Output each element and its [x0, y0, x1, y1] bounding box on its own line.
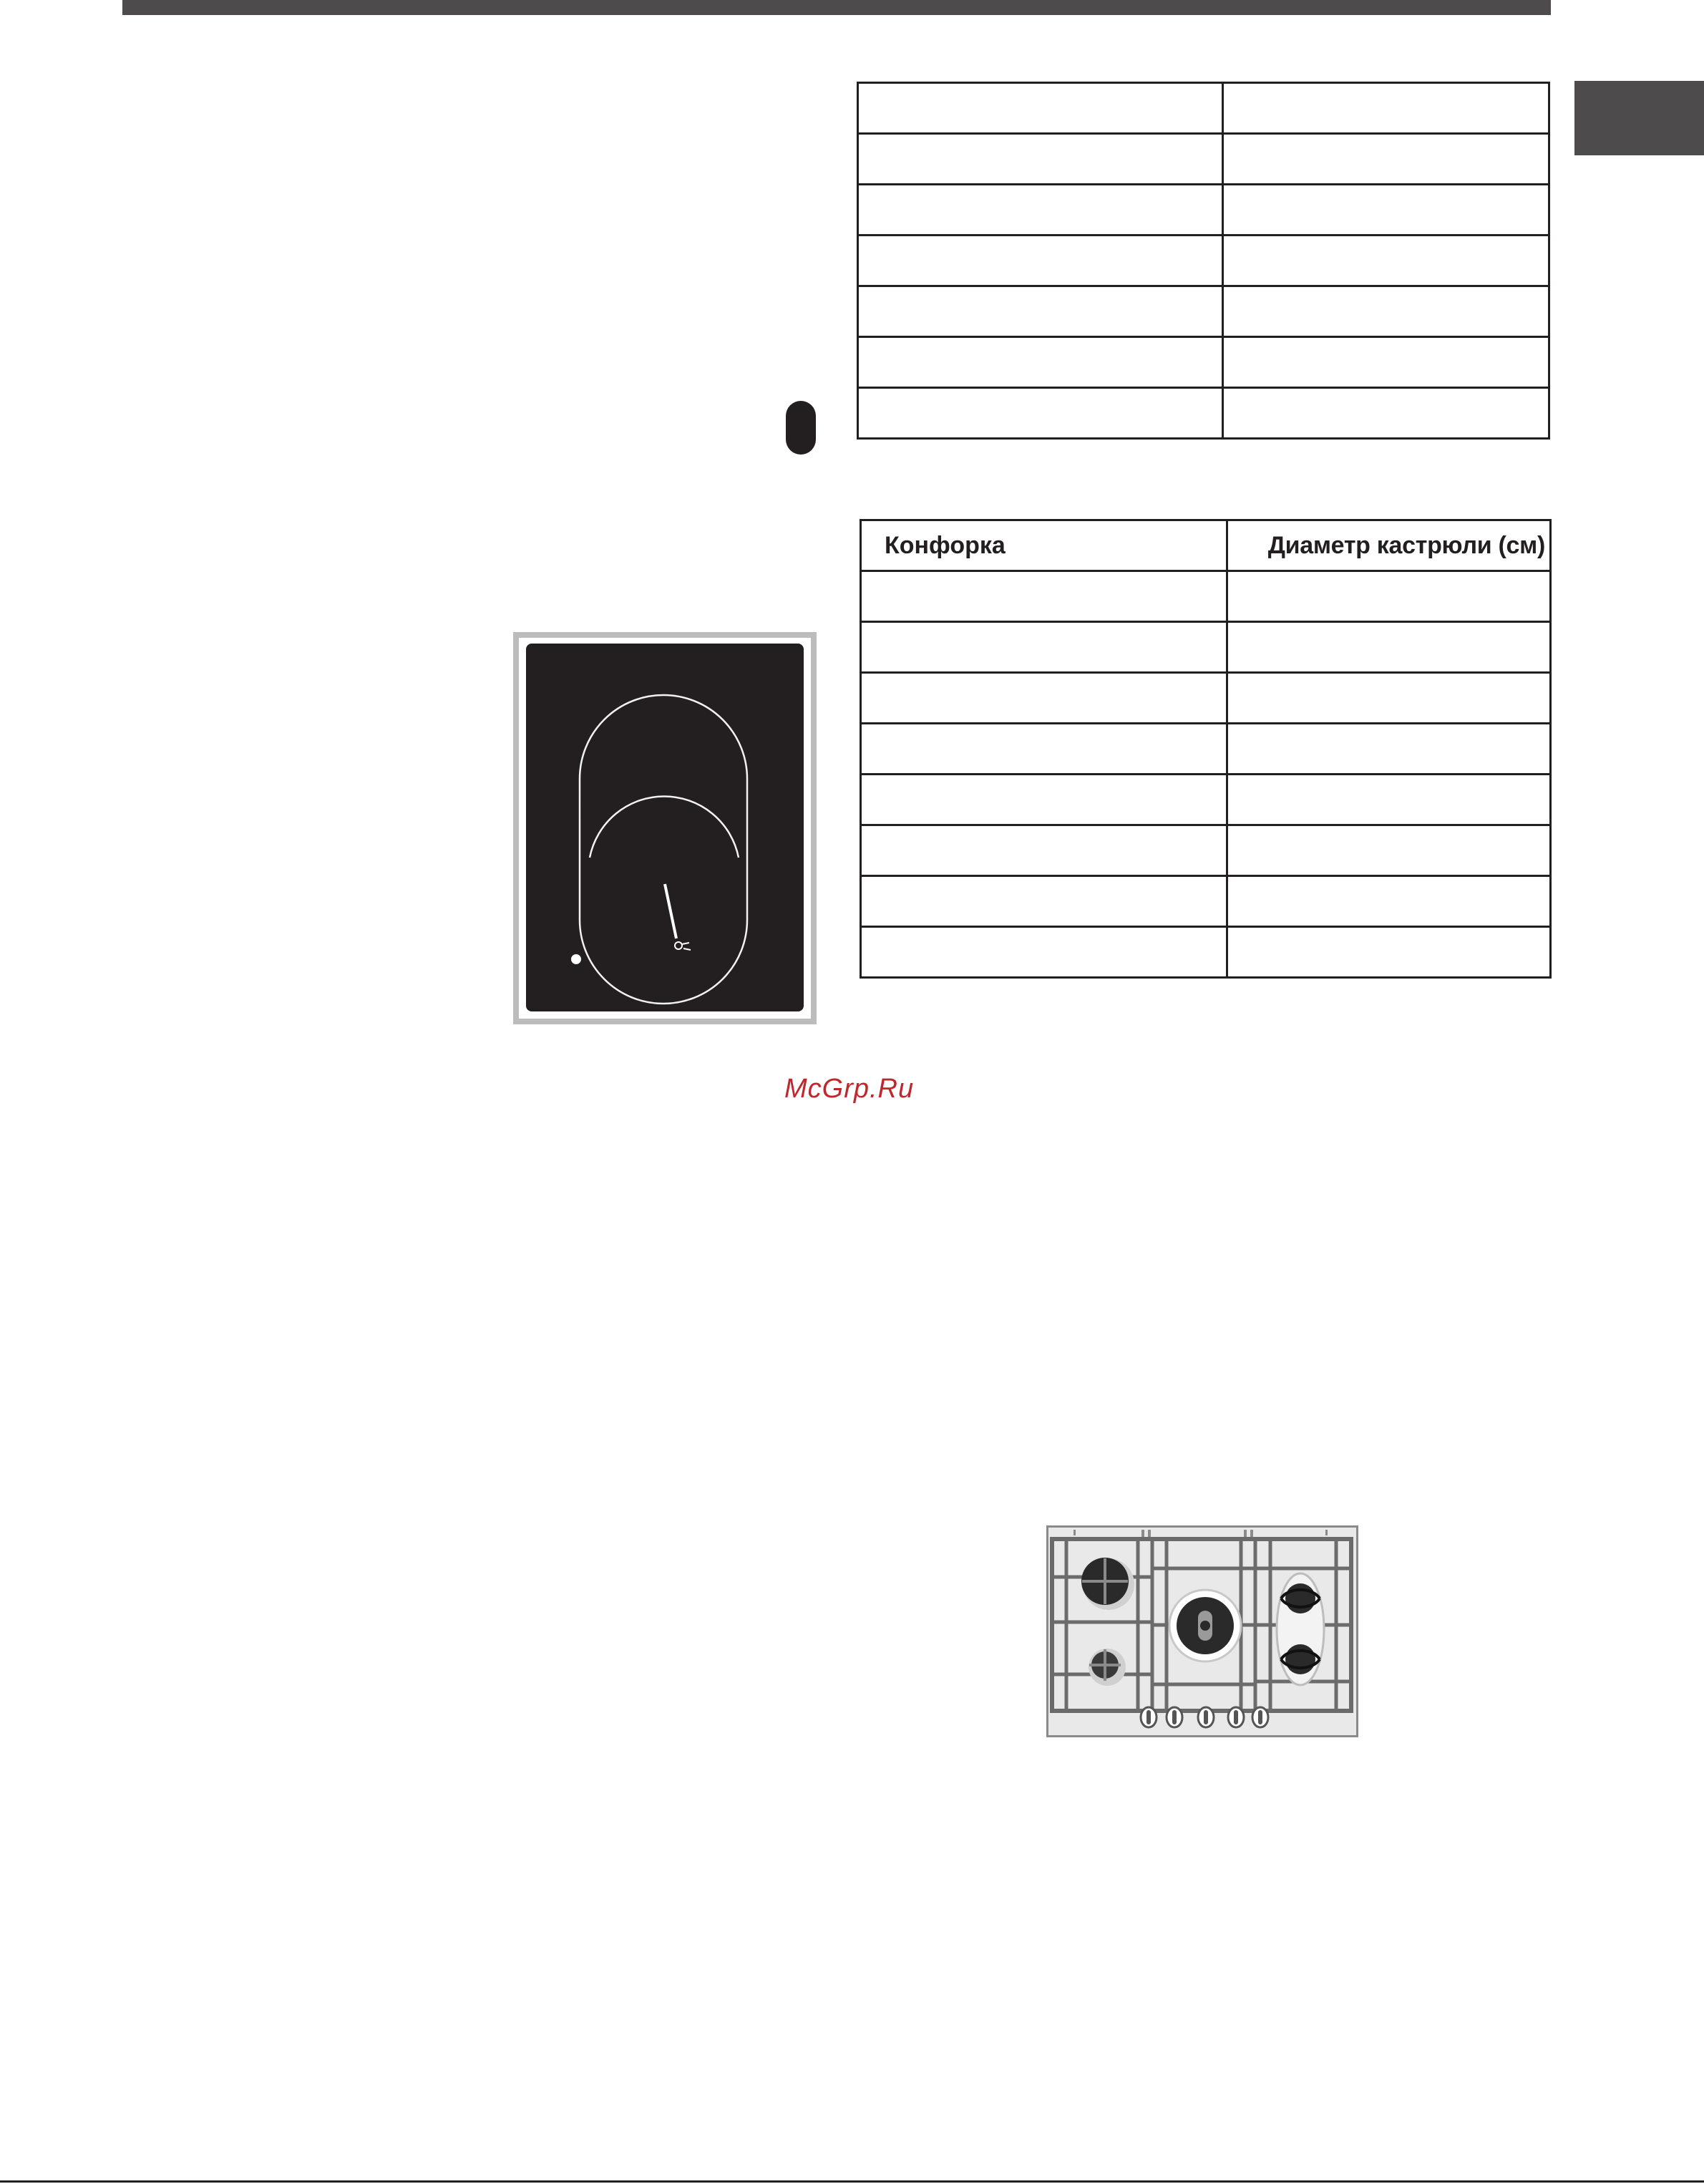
table-row [861, 724, 1551, 775]
table-row [861, 622, 1551, 673]
ceramic-cooking-zone-icon [513, 632, 817, 1024]
specs-table [857, 82, 1550, 440]
table-row [858, 286, 1549, 337]
table-row [858, 134, 1549, 185]
table-row [858, 236, 1549, 286]
burner-pot-diameter-table [860, 519, 1552, 979]
header-pot-diameter: Диаметр кастрюли (см) [1227, 520, 1551, 571]
table-row [861, 571, 1551, 622]
top-header-bar [122, 0, 1551, 15]
table-row [861, 876, 1551, 927]
table-row [858, 388, 1549, 439]
table-row [858, 185, 1549, 236]
table-row [861, 775, 1551, 825]
table-row [861, 927, 1551, 978]
section-tab [1574, 81, 1704, 155]
watermark: McGrp.Ru [784, 1074, 915, 1104]
table-row [861, 673, 1551, 724]
footer-rule [0, 2180, 1704, 2183]
table-row [858, 337, 1549, 388]
callout-marker-icon [786, 401, 816, 455]
table-row [858, 83, 1549, 134]
gas-hob-top-view-icon [1046, 1525, 1358, 1737]
table-header-row [861, 520, 1551, 571]
table-row [861, 825, 1551, 876]
header-burner: Конфорка [861, 520, 1227, 571]
